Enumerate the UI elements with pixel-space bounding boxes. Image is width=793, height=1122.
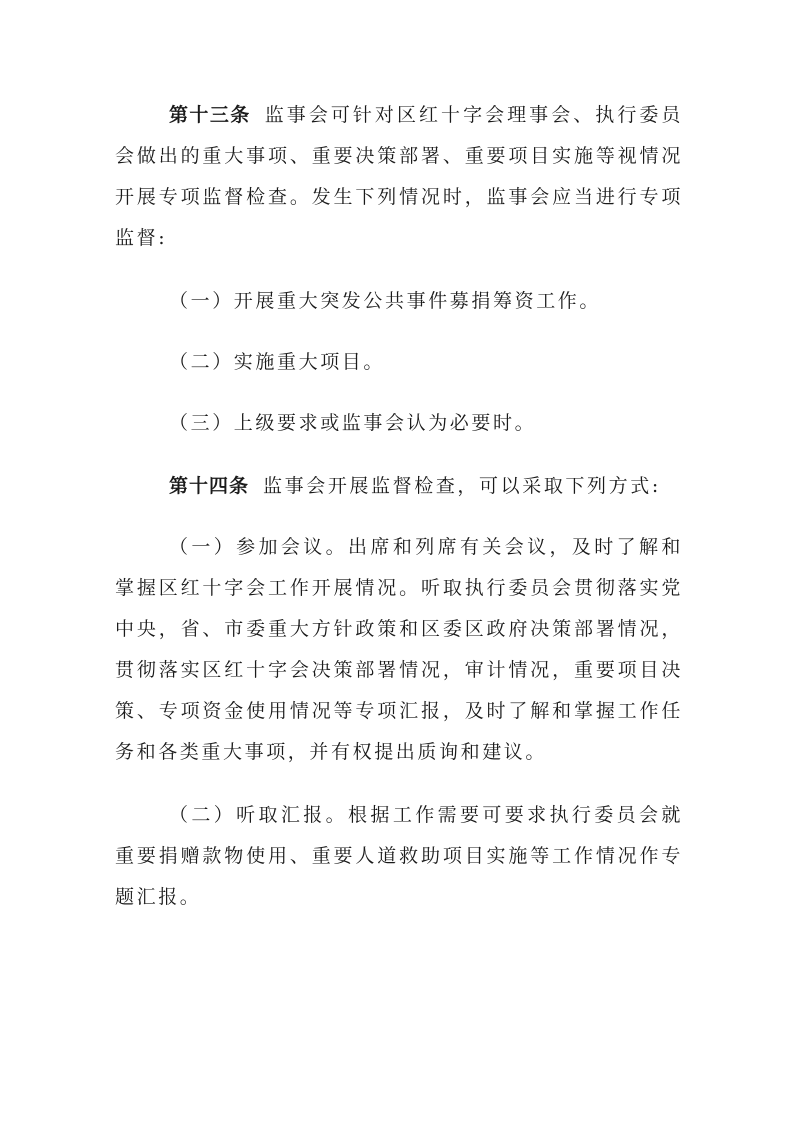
article-13-paragraph: [115, 95, 683, 259]
article-14-item-1: （一）参加会议。出席和列席有关会议，及时了解和掌握区红十字会工作开展情况。听取执行委员会贯彻落实党中央，省、市委重大方针政策和区委区政府决策部署情况，贯彻落实区红十字会决策部署情况，审计情况，重要项目决策、专项资金使用情况等专项汇报，及时了解和掌握工作任务和各类重大事项，并有权提出质询和建议。: [115, 536, 683, 763]
article-13-heading: 第十三条: [169, 104, 251, 126]
article-14-body: 监事会开展监督检查，可以采取下列方式:: [263, 475, 661, 497]
document-page: [115, 95, 683, 918]
article-14-item-2: （二）听取汇报。根据工作需要可要求执行委员会就重要捐赠款物使用、重要人道救助项目实施等工作情况作专题汇报。: [115, 804, 683, 908]
article-13-item-3: （三）上级要求或监事会认为必要时。: [169, 412, 537, 434]
article-13-item-2: （二）实施重大项目。: [169, 351, 386, 373]
article-13-item-1: （一）开展重大突发公共事件募捐筹资工作。: [169, 290, 602, 312]
article-13-body: 监事会可针对区红十字会理事会、执行委员会做出的重大事项、重要决策部署、重要项目实施等视情况开展专项监督检查。发生下列情况时，监事会应当进行专项监督:: [115, 104, 683, 249]
article-14-paragraph: [115, 466, 683, 507]
article-14-heading: 第十四条: [169, 475, 250, 497]
